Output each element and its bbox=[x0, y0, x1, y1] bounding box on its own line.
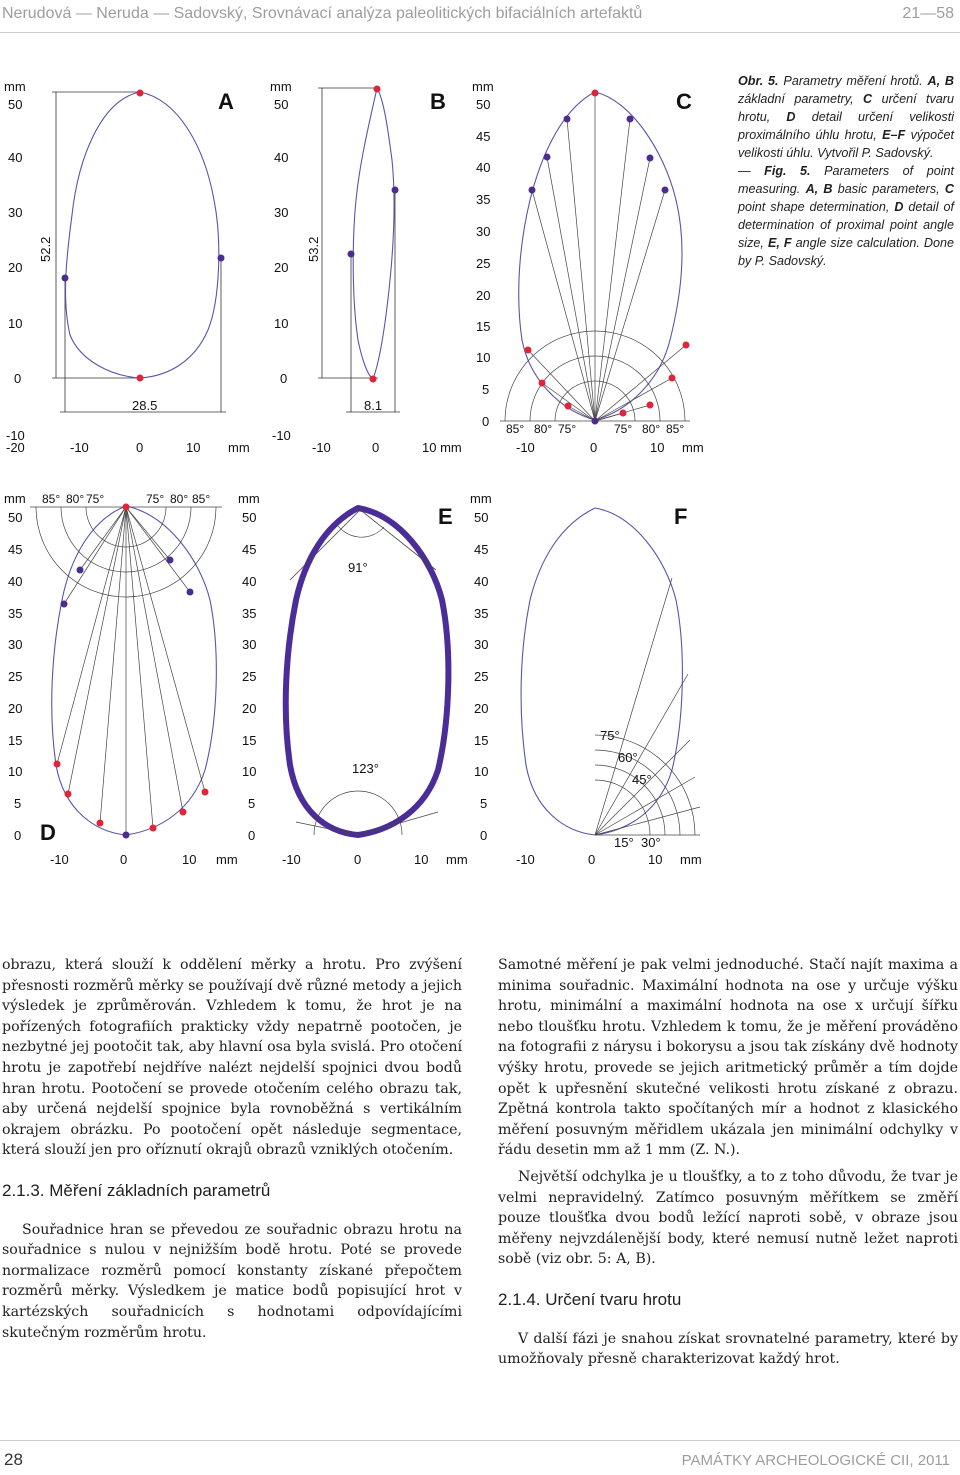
svg-text:20: 20 bbox=[274, 260, 289, 275]
svg-text:10: 10 bbox=[8, 764, 23, 779]
svg-text:15: 15 bbox=[242, 733, 257, 748]
svg-text:35: 35 bbox=[474, 606, 489, 621]
svg-text:35: 35 bbox=[242, 606, 257, 621]
svg-text:10 mm: 10 mm bbox=[422, 440, 462, 455]
svg-text:30: 30 bbox=[8, 205, 23, 220]
svg-text:30: 30 bbox=[474, 637, 489, 652]
svg-text:30: 30 bbox=[242, 637, 257, 652]
header-rule bbox=[0, 32, 960, 33]
right-column bbox=[498, 955, 958, 1370]
panel-b bbox=[270, 79, 462, 455]
svg-text:-10: -10 bbox=[282, 852, 301, 867]
svg-text:10: 10 bbox=[474, 764, 489, 779]
svg-text:80°: 80° bbox=[642, 422, 661, 436]
svg-text:85°: 85° bbox=[192, 492, 211, 506]
svg-text:5: 5 bbox=[480, 796, 488, 811]
svg-text:45: 45 bbox=[8, 542, 23, 557]
svg-text:75°: 75° bbox=[600, 728, 620, 743]
base-angle: 123° bbox=[352, 761, 379, 776]
svg-text:10: 10 bbox=[648, 852, 663, 867]
panel-letter-a: A bbox=[218, 89, 234, 114]
svg-text:mm: mm bbox=[228, 440, 250, 455]
svg-text:20: 20 bbox=[476, 288, 491, 303]
svg-text:0: 0 bbox=[590, 440, 598, 455]
svg-text:10: 10 bbox=[182, 852, 197, 867]
svg-text:40: 40 bbox=[8, 150, 23, 165]
svg-text:-10: -10 bbox=[312, 440, 331, 455]
svg-text:40: 40 bbox=[474, 574, 489, 589]
svg-text:30: 30 bbox=[274, 205, 289, 220]
svg-text:mm: mm bbox=[680, 852, 702, 867]
svg-text:25: 25 bbox=[242, 669, 257, 684]
svg-text:10: 10 bbox=[8, 316, 23, 331]
svg-text:85°: 85° bbox=[666, 422, 685, 436]
svg-text:0: 0 bbox=[14, 828, 22, 843]
svg-text:15: 15 bbox=[476, 319, 491, 334]
tip-angle: 91° bbox=[348, 560, 368, 575]
svg-text:50: 50 bbox=[8, 97, 23, 112]
svg-text:75°: 75° bbox=[146, 492, 165, 506]
svg-text:50: 50 bbox=[474, 510, 489, 525]
svg-text:40: 40 bbox=[274, 150, 289, 165]
svg-text:0: 0 bbox=[480, 828, 488, 843]
svg-text:75°: 75° bbox=[614, 422, 633, 436]
width-label: 28.5 bbox=[132, 398, 158, 413]
running-title: Nerudová — Neruda — Sadovský, Srovnávací analýza paleolitických bifaciálních artefaktů bbox=[2, 5, 643, 22]
section-heading: 2.1.3. Měření základních parametrů bbox=[2, 1180, 271, 1200]
page-range: 21—58 bbox=[902, 5, 954, 22]
svg-text:10: 10 bbox=[650, 440, 665, 455]
svg-text:mm: mm bbox=[446, 852, 468, 867]
paragraph: Samotné měření je pak velmi jednoduché. Stačí najít maxima a minima souřadnic. Maximální hodnota na ose y určuje výšku hrotu, minimální a maximální hodnota na ose x určují šířku nebo tloušťku hrotu. Vzhledem k tomu, že je měření prováděno na fotografii z nárysu i bokorysu a jsou tak získány dvě hodnoty výšky hrotu, provede se jejich aritmetický průměr a tím dojde opět k upřesnění skutečné velikosti hrotu získané z obrazu. Zpětná kontrola takto spočítaných mír a hodnot z klasického měření posuvným měřidlem ukázala jen minimální odchylky v řádu desetin mm až 1 mm (Z. N.). bbox=[498, 957, 958, 1159]
svg-text:80°: 80° bbox=[170, 492, 189, 506]
panel-letter-b: B bbox=[430, 89, 446, 114]
svg-text:40: 40 bbox=[242, 574, 257, 589]
svg-text:5: 5 bbox=[482, 382, 490, 397]
svg-text:75°: 75° bbox=[558, 422, 577, 436]
svg-text:10: 10 bbox=[476, 350, 491, 365]
svg-text:35: 35 bbox=[8, 606, 23, 621]
paragraph: Největší odchylka je u tloušťky, a to z toho důvodu, že tvar je velmi nepravidelný. Zatímco posuvným měřítkem se změří pouze tloušťka dvou bodů ležící naproti sobě, v obraze jsou měřeny nejvzdálenější body, které nemusí nutně ležet naproti sobě (viz obr. 5: A, B). bbox=[498, 1168, 958, 1268]
page-footer bbox=[0, 1440, 960, 1475]
svg-text:0: 0 bbox=[354, 852, 362, 867]
svg-text:0: 0 bbox=[136, 440, 144, 455]
panel-a bbox=[4, 79, 250, 455]
svg-text:-10: -10 bbox=[516, 852, 535, 867]
svg-text:60°: 60° bbox=[618, 750, 638, 765]
svg-text:mm: mm bbox=[216, 852, 238, 867]
svg-text:0: 0 bbox=[248, 828, 256, 843]
panel-letter-d: D bbox=[40, 820, 56, 845]
svg-text:80°: 80° bbox=[66, 492, 85, 506]
panel-letter-e: E bbox=[438, 504, 453, 529]
svg-text:0: 0 bbox=[120, 852, 128, 867]
running-header bbox=[0, 0, 960, 30]
svg-text:15: 15 bbox=[474, 733, 489, 748]
journal-name: PAMÁTKY ARCHEOLOGICKÉ CII, 2011 bbox=[681, 1452, 950, 1469]
svg-text:mm: mm bbox=[270, 79, 292, 94]
panel-letter-c: C bbox=[676, 89, 692, 114]
svg-text:-10: -10 bbox=[272, 428, 291, 443]
svg-text:10: 10 bbox=[274, 316, 289, 331]
svg-text:5: 5 bbox=[248, 796, 256, 811]
svg-text:30: 30 bbox=[8, 637, 23, 652]
svg-text:45°: 45° bbox=[632, 772, 652, 787]
svg-text:80°: 80° bbox=[534, 422, 553, 436]
svg-text:15: 15 bbox=[8, 733, 23, 748]
svg-text:5: 5 bbox=[14, 796, 22, 811]
svg-text:-10: -10 bbox=[70, 440, 89, 455]
svg-text:mm: mm bbox=[682, 440, 704, 455]
svg-text:0: 0 bbox=[372, 440, 380, 455]
svg-text:-10: -10 bbox=[50, 852, 69, 867]
svg-text:25: 25 bbox=[8, 669, 23, 684]
left-column bbox=[2, 955, 462, 1343]
svg-text:10: 10 bbox=[242, 764, 257, 779]
section-heading: 2.1.4. Určení tvaru hrotu bbox=[498, 1289, 682, 1309]
panel-d bbox=[4, 491, 238, 867]
svg-text:-10: -10 bbox=[6, 428, 25, 443]
svg-text:40: 40 bbox=[8, 574, 23, 589]
svg-text:50: 50 bbox=[8, 510, 23, 525]
svg-text:53.2: 53.2 bbox=[306, 236, 321, 262]
svg-text:25: 25 bbox=[474, 669, 489, 684]
panel-e bbox=[238, 491, 468, 867]
svg-text:25: 25 bbox=[476, 256, 491, 271]
svg-text:-20: -20 bbox=[6, 440, 25, 455]
svg-text:mm: mm bbox=[470, 491, 492, 506]
paragraph: Souřadnice hran se převedou ze souřadnic obrazu hrotu na souřadnice s nulou v nejnižším bodě hrotu. Poté se provede normalizace rozměrů pomocí konstanty získané přepočtem rozměrů měrky. Výsledkem je matice bodů popisující hrot v kartézských souřadnicích s hodnotami odpovídajícími skutečným rozměrům hrotu. bbox=[2, 1221, 462, 1341]
svg-text:50: 50 bbox=[476, 97, 491, 112]
svg-text:0: 0 bbox=[588, 852, 596, 867]
page-number: 28 bbox=[4, 1450, 23, 1469]
panel-c bbox=[472, 79, 704, 455]
svg-text:10: 10 bbox=[414, 852, 429, 867]
panel-f bbox=[470, 491, 702, 867]
svg-text:mm: mm bbox=[238, 491, 260, 506]
figure-caption: Obr. 5. Parametry měření hrotů. A, B základní parametry, C určení tvaru hrotu, D detail určení velikosti proximálního úhlu hrotu, E–F výpočet velikosti úhlu. Vytvořil P. Sadovský. — Fig. 5. Parameters of point measuring. A, B basic parameters, C point shape determination, D detail of determination of proximal point angle size, E, F angle size calculation. Done by P. Sadovský. bbox=[738, 74, 955, 268]
svg-text:85°: 85° bbox=[42, 492, 61, 506]
unit-label: mm bbox=[4, 79, 26, 94]
svg-text:20: 20 bbox=[8, 701, 23, 716]
svg-text:30°: 30° bbox=[641, 835, 661, 850]
svg-text:45: 45 bbox=[476, 129, 491, 144]
svg-text:10: 10 bbox=[186, 440, 201, 455]
svg-text:mm: mm bbox=[472, 79, 494, 94]
svg-text:-10: -10 bbox=[516, 440, 535, 455]
svg-text:30: 30 bbox=[476, 224, 491, 239]
svg-text:85°: 85° bbox=[506, 422, 525, 436]
svg-text:45: 45 bbox=[474, 542, 489, 557]
svg-text:40: 40 bbox=[476, 160, 491, 175]
paragraph: obrazu, která slouží k oddělení měrky a hrotu. Pro zvýšení přesnosti rozměrů měrky se používají dvě různé metody a jejich výsledek je zprůměrován. Vzhledem k tomu, že hrot je na pořízených fotografiích prakticky vždy nepatrně pootočen, je nezbytné jej pootočit tak, aby hlavní osa byla svislá. Pro otočení hrotu je zapotřebí nejdříve nalézt nejdelší spojnici dvou bodů hran hrotu. Pootočení se provede otočením celého obrazu tak, aby určená nejdelší spojnice byla rovnoběžná s vertikálním okrajem obrázku. Po pootočení opět následuje segmentace, která slouží jen pro oříznutí okrajů obrazů vzniklých otočením. bbox=[2, 957, 462, 1159]
svg-text:0: 0 bbox=[482, 414, 490, 429]
svg-text:20: 20 bbox=[242, 701, 257, 716]
svg-text:0: 0 bbox=[14, 371, 22, 386]
height-label: 52.2 bbox=[38, 236, 53, 262]
svg-text:mm: mm bbox=[4, 491, 26, 506]
svg-text:20: 20 bbox=[8, 260, 23, 275]
svg-text:15°: 15° bbox=[614, 835, 634, 850]
svg-text:35: 35 bbox=[476, 192, 491, 207]
svg-text:75°: 75° bbox=[86, 492, 105, 506]
svg-text:50: 50 bbox=[242, 510, 257, 525]
svg-text:8.1: 8.1 bbox=[364, 398, 383, 413]
svg-text:20: 20 bbox=[474, 701, 489, 716]
svg-text:50: 50 bbox=[274, 97, 289, 112]
svg-text:45: 45 bbox=[242, 542, 257, 557]
svg-text:0: 0 bbox=[280, 371, 288, 386]
panel-letter-f: F bbox=[674, 504, 688, 529]
paragraph: V další fázi je snahou získat srovnatelné parametry, které by umožňovaly přesně charakterizovat každý hrot. bbox=[498, 1330, 958, 1368]
